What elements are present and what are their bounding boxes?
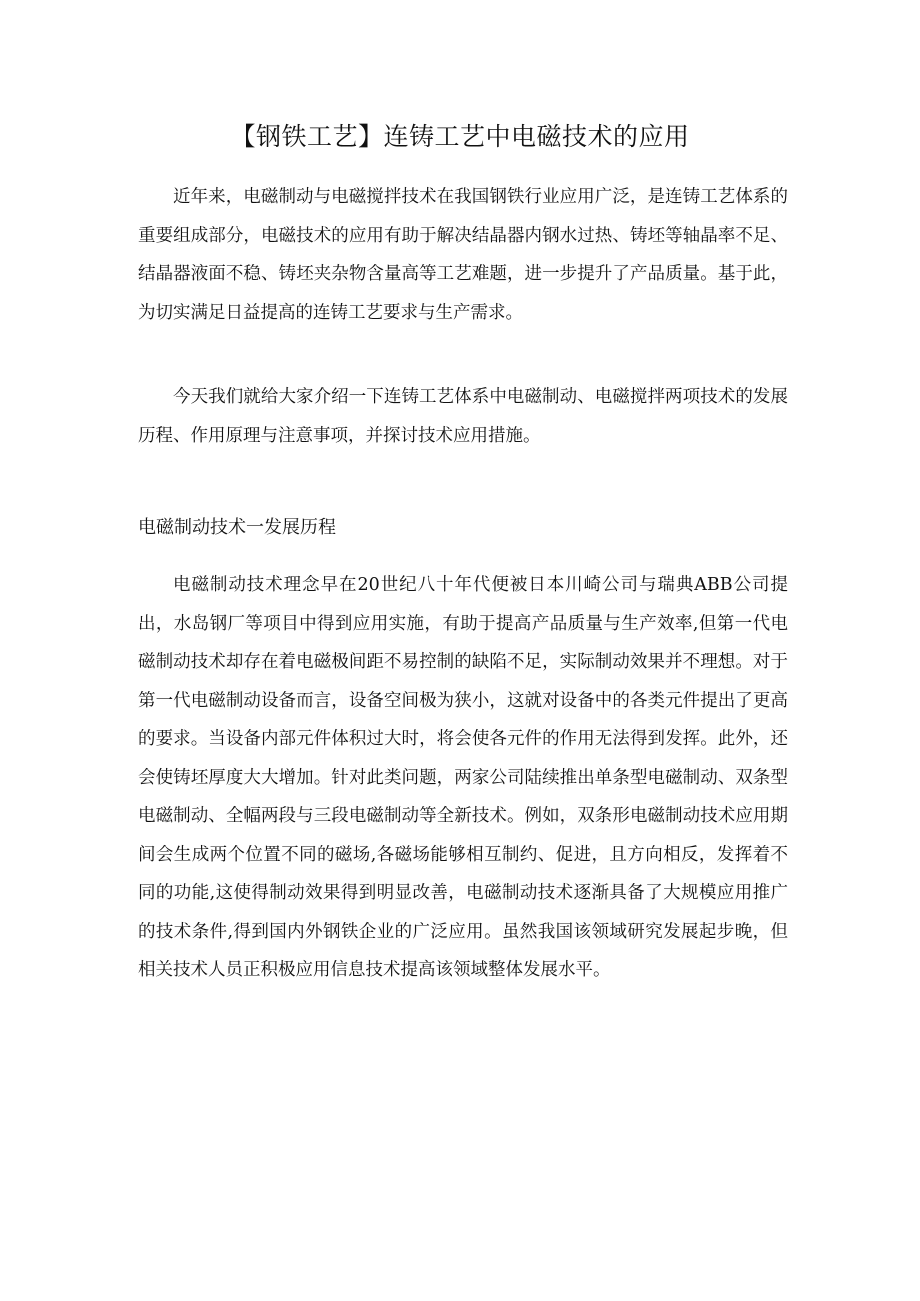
section-paragraph: 电磁制动技术理念早在20世纪八十年代便被日本川崎公司与瑞典ABB公司提出，水岛钢厂等项目中得到应用实施，有助于提高产品质量与生产效率,但第一代电磁制动技术却存在着电磁极间距不易控制的缺陷不足，实际制动效果并不理想。对于第一代电磁制动设备而言，设备空间极为狭小，这就对设备中的各类元件提出了更高的要求。当设备内部元件体积过大时，将会使各元件的作用无法得到发挥。此外，还会使铸坯厚度大大增加。针对此类问题，两家公司陆续推出单条型电磁制动、双条型电磁制动、全幅两段与三段电磁制动等全新技术。例如，双条形电磁制动技术应用期间会生成两个位置不同的磁场,各磁场能够相互制约、促进，且方向相反，发挥着不同的功能,这使得制动效果得到明显改善，电磁制动技术逐渐具备了大规模应用推广的技术条件,得到国内外钢铁企业的广泛应用。虽然我国该领域研究发展起步晚，但相关技术人员正积极应用信息技术提高该领域整体发展水平。 (138, 575, 788, 980)
intro-paragraph: 近年来，电磁制动与电磁搅拌技术在我国钢铁行业应用广泛，是连铸工艺体系的重要组成部分，电磁技术的应用有助于解决结晶器内钢水过热、铸坯等轴晶率不足、结晶器液面不稳、铸坯夹杂物含量高等工艺难题，进一步提升了产品质量。基于此，为切实满足日益提高的连铸工艺要求与生产需求。 (138, 187, 788, 323)
document-title: 【钢铁工艺】连铸工艺中电磁技术的应用 (230, 122, 690, 151)
overview-paragraph: 今天我们就给大家介绍一下连铸工艺体系中电磁制动、电磁搅拌两项技术的发展历程、作用原理与注意事项，并探讨技术应用措施。 (138, 387, 788, 446)
section-heading: 电磁制动技术一发展历程 (138, 517, 336, 538)
